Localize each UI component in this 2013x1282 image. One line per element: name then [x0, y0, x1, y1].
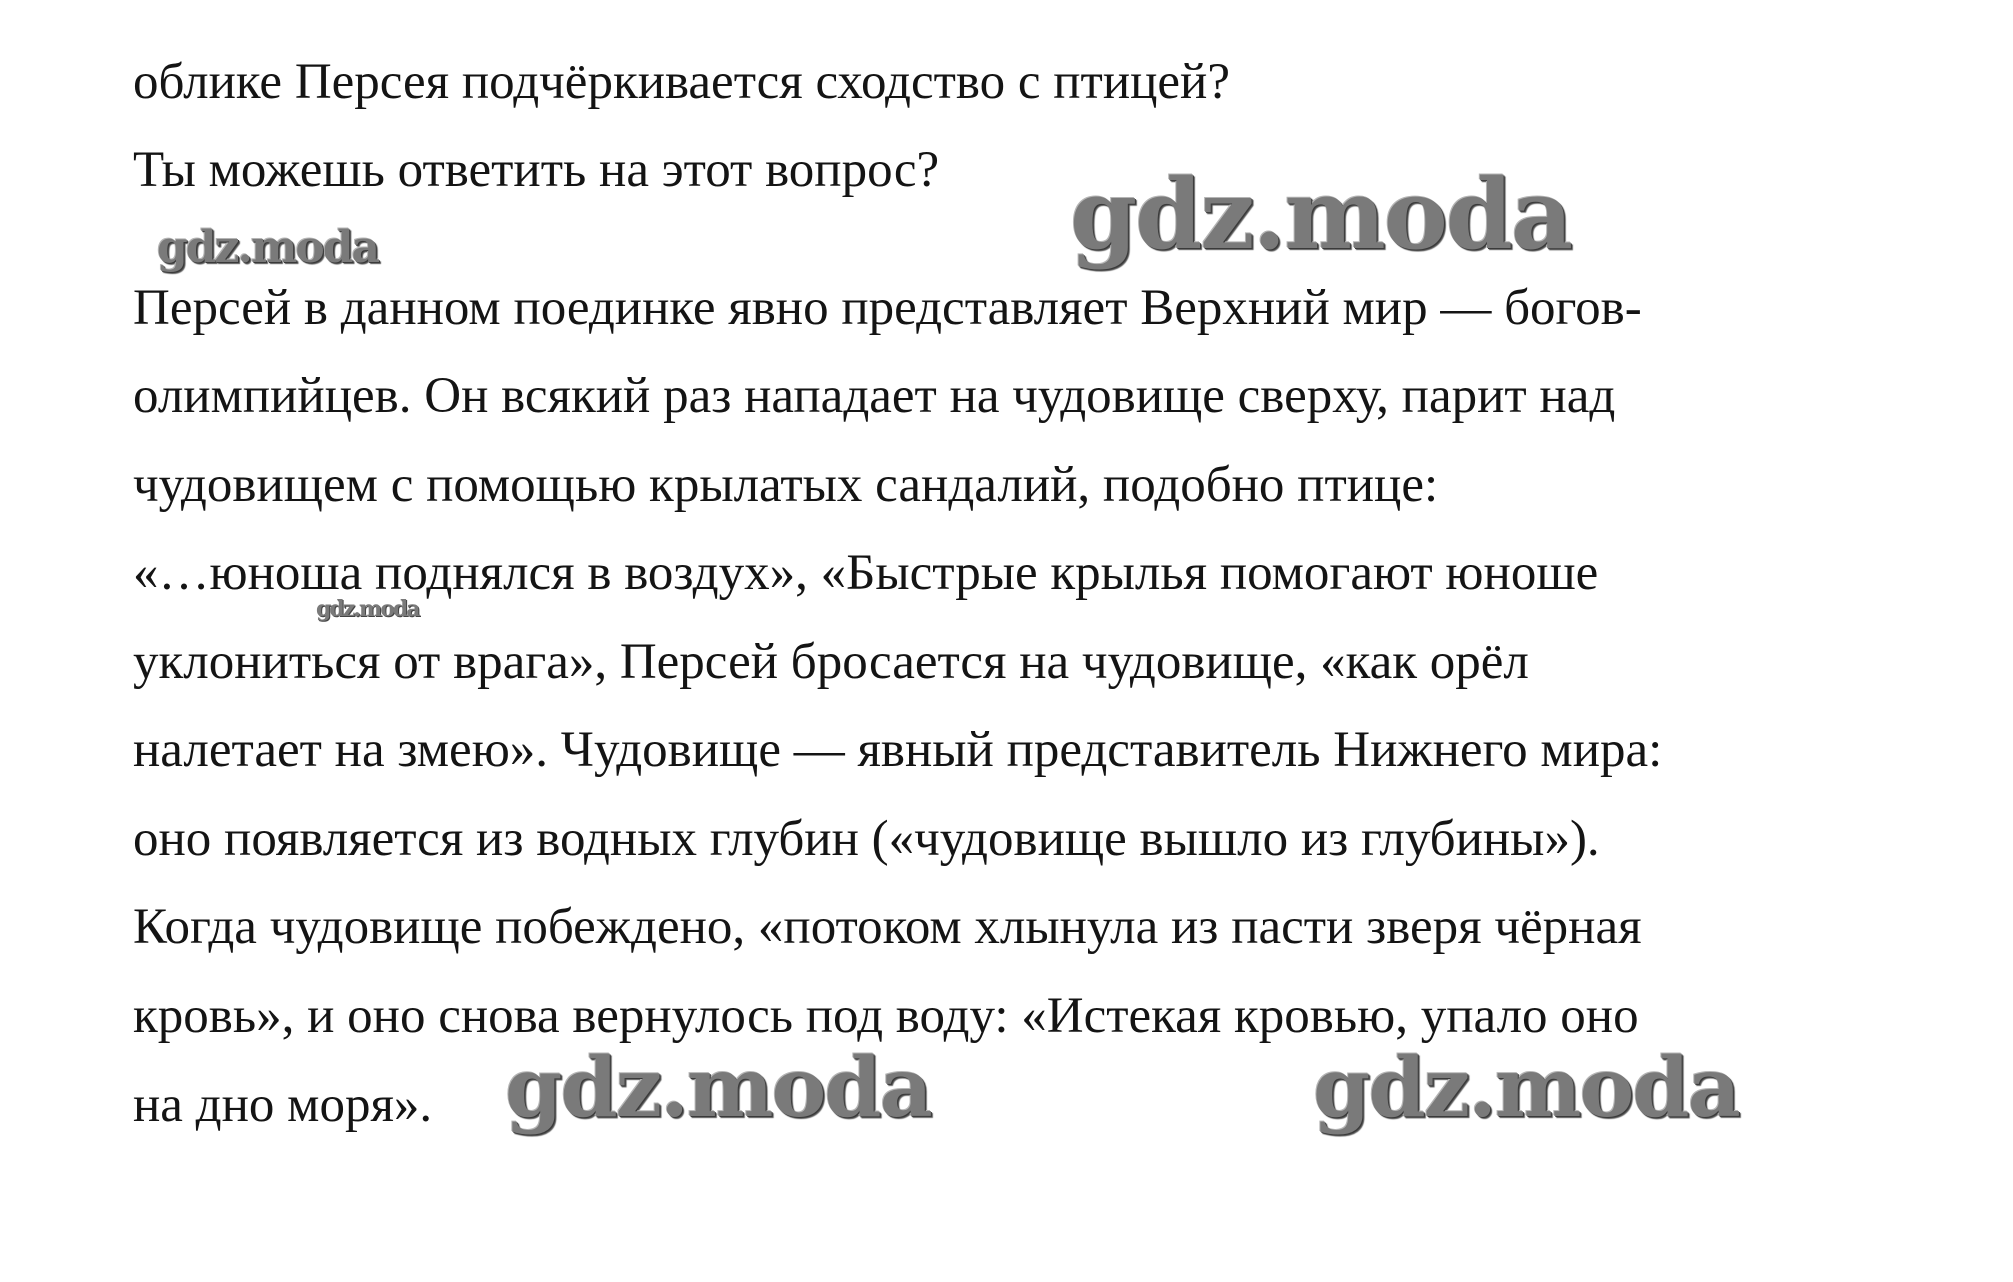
answer-line: налетает на змею». Чудовище — явный представитель Нижнего мира: [133, 722, 1663, 778]
answer-line: чудовищем с помощью крылатых сандалий, подобно птице: [133, 457, 1439, 513]
watermark-top-small: gdz.moda [157, 222, 379, 273]
watermark-bottom-right: gdz.moda [1313, 1040, 1739, 1136]
question-line-1: облике Персея подчёркивается сходство с птицей? [133, 54, 1230, 110]
question-line-2: Ты можешь ответить на этот вопрос? [133, 142, 940, 198]
watermark-inline-tiny: gdz.moda [316, 596, 419, 622]
answer-line: на дно моря». [133, 1077, 433, 1133]
answer-line: олимпийцев. Он всякий раз нападает на чудовище сверху, парит над [133, 368, 1616, 424]
watermark-top-large: gdz.moda [1070, 158, 1572, 271]
answer-line: Когда чудовище побеждено, «потоком хлынула из пасти зверя чёрная [133, 899, 1642, 955]
watermark-bottom-left: gdz.moda [505, 1040, 931, 1136]
answer-line: кровь», и оно снова вернулось под воду: «Истекая кровью, упало оно [133, 988, 1639, 1044]
answer-line: Персей в данном поединке явно представляет Верхний мир — богов- [133, 280, 1642, 336]
answer-line: уклониться от врага», Персей бросается на чудовище, «как орёл [133, 634, 1529, 690]
answer-line: «…юноша поднялся в воздух», «Быстрые крылья помогают юноше [133, 545, 1599, 601]
answer-line: оно появляется из водных глубин («чудовище вышло из глубины»). [133, 811, 1600, 867]
